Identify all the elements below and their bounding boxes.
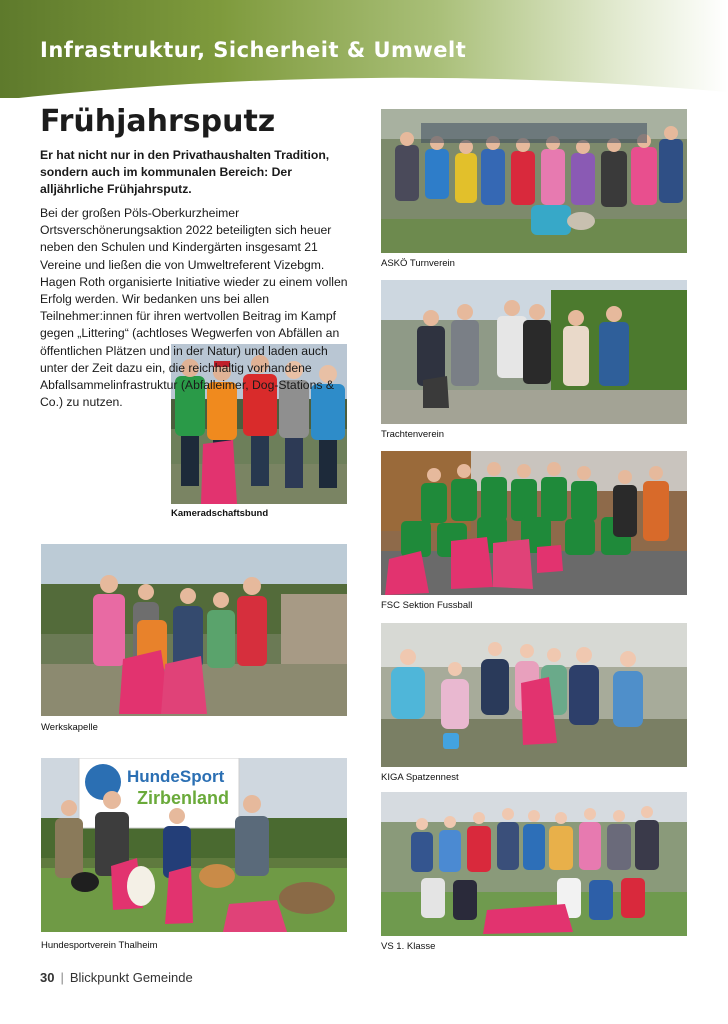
sign-hundesport-text: HundeSport — [127, 767, 225, 786]
caption-trachtenverein: Trachtenverein — [381, 429, 445, 440]
article-title: Frühjahrsputz — [40, 104, 276, 139]
caption-fsc-fussball: FSC Sektion Fussball — [381, 600, 473, 611]
photo-trachtenverein — [381, 280, 687, 424]
sign-zirbenland-text: Zirbenland — [137, 788, 230, 808]
article-body-text: Bei der großen Pöls-Oberkurzheimer Ortsverschönerungsaktion 2022 beteiligten sich heuer neben den Schulen und Kindergärten insgesamt 21 Vereine und ließen die von Umweltreferent Vizebgm. Hagen Roth organisierte Initiative wieder zu einem vollen Erfolg werden. Wir bedanken uns bei allen Teilnehmer:innen für ihren wertvollen Beitrag im Kampf gegen „Littering“ (achtloses Wegwerfen von Abfällen an öffentlichen Plätzen und in der Natur) und laden auch unter der Zeit dazu ein, die reichhaltig vorhandene Abfallsammelinfrastruktur (Abfalleimer, Dog-Stations & Co.) zu nutzen. — [40, 206, 348, 410]
caption-vs-1-klasse: VS 1. Klasse — [381, 941, 436, 952]
page-number: 30 — [40, 970, 55, 985]
caption-kameradschaftsbund: Kameradschaftsbund — [171, 508, 269, 519]
caption-kiga-spatzennest: KIGA Spatzennest — [381, 772, 459, 783]
photo-fsc-fussball — [381, 451, 687, 595]
photo-hundesportverein — [41, 758, 347, 932]
page-footer — [40, 970, 193, 985]
photo-werkskapelle — [41, 544, 347, 716]
caption-hundesportverein: Hundesportverein Thalheim — [41, 940, 158, 951]
caption-askoe-turnverein: ASKÖ Turnverein — [381, 258, 455, 269]
photo-vs-1-klasse — [381, 792, 687, 936]
article-body — [40, 205, 350, 411]
article-lead: Er hat nicht nur in den Privathaushalten Tradition, sondern auch im kommunalen Bereich: Der alljährliche Frühjahrsputz. — [40, 148, 330, 196]
caption-werkskapelle: Werkskapelle — [41, 722, 98, 733]
publication-name: Blickpunkt Gemeinde — [69, 970, 193, 985]
section-title: Infrastruktur, Sicherheit & Umwelt — [40, 38, 467, 62]
footer-separator: | — [60, 970, 64, 985]
photo-askoe-turnverein — [381, 109, 687, 253]
photo-kiga-spatzennest — [381, 623, 687, 767]
